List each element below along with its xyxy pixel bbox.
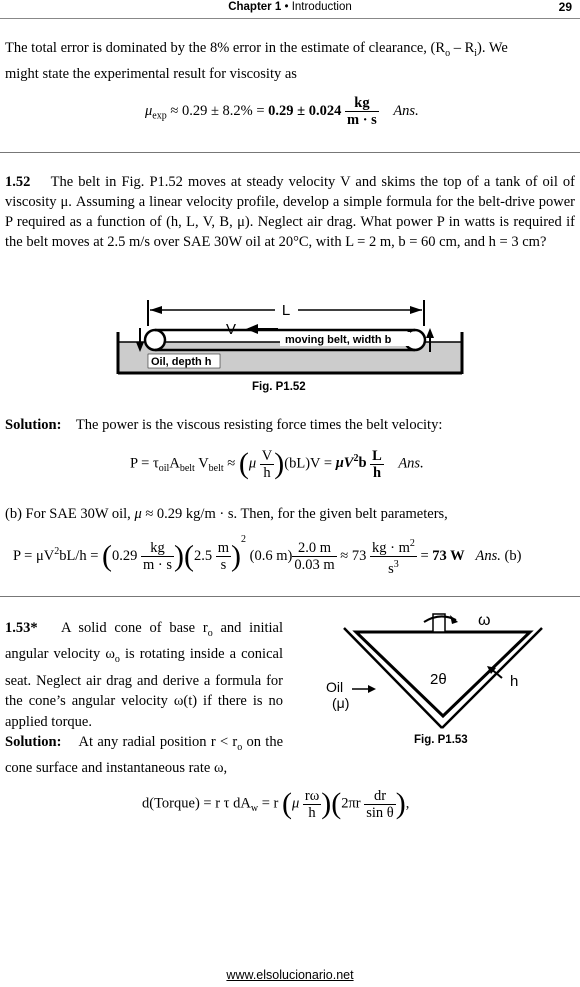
equation-power: $P = \tau_{oil}A_{belt}$ $V_{belt} \approx (\mu$ $\frac{V}{h}$ )$(bL)V = \mu V^2b$ $\frac{L}{h}$ Ans. (130, 447, 424, 481)
eq2-lhs: P = τ (130, 455, 159, 472)
f3-num: 2.0 m (292, 540, 336, 557)
f4-den: s (388, 561, 394, 577)
oil-depth-label: Oil, depth h (151, 356, 212, 368)
sub-o: o (207, 627, 213, 639)
footer-link[interactable]: www.elsolucionario.net (226, 968, 354, 982)
belt-diagram (110, 298, 470, 378)
header-bullet: • (284, 1, 289, 13)
figure-p1-52 (110, 298, 470, 378)
divider (0, 152, 580, 153)
figure-caption-p1-52: Fig. P1.52 (252, 381, 306, 393)
intro-text-2: might state the experimental result for viscosity as (5, 65, 297, 82)
sub-belt-2: belt (208, 463, 224, 475)
eq3-lhs: P = μV (13, 548, 55, 564)
eq2-fraction-2 (370, 448, 384, 481)
partb-a: (b) For SAE 30W oil, (5, 506, 135, 522)
sub-oil: oil (158, 463, 170, 475)
frac-num-2: L (372, 447, 382, 464)
eq3-f2 (216, 540, 231, 573)
mu-label: (μ) (332, 695, 350, 711)
eq3-f4 (370, 536, 417, 577)
eq2-b: b (358, 455, 367, 472)
ans-label: Ans. (398, 455, 424, 472)
oil-label: Oil (326, 679, 344, 695)
eq4-eq: = r (258, 795, 279, 812)
problem-number: 1.53* (5, 620, 38, 636)
f3-den: 0.03 m (294, 557, 335, 574)
f4-num: kg · m (371, 540, 410, 557)
eq2-fraction (260, 448, 274, 481)
solution-text-2: on the cone surface and instantaneous rate ω, (5, 734, 284, 776)
belt-label: moving belt, width b (285, 334, 392, 346)
mu-symbol: μ (145, 102, 153, 119)
equation-power-numeric: $P = \mu V^2bL/h = (0.29$ $\frac{kg}{m \cdot s}$ )(2.5 $\frac{m}{s}$ )$^2$ (0.6 m) $\frac{2.0 m}{0.03 m}$ ≈ 73 $\frac{kg \cdot m^2}{s^3}$ = 73 W Ans. (b) (13, 534, 522, 577)
eq3-c3: (0.6 m) (249, 548, 293, 564)
eq4-f2 (364, 788, 396, 821)
problem-text-2: and initial angular velocity ω (5, 620, 284, 663)
divider-2 (0, 596, 580, 597)
eq4-lhs: d(Torque) = r τ dA (142, 795, 251, 812)
solution-text: At any radial position r < r (78, 734, 238, 750)
ans-label: Ans. (393, 102, 419, 119)
page-number: 29 (558, 0, 572, 14)
f2-den: sin θ (366, 804, 394, 821)
eq2-A: A (169, 455, 180, 472)
solution-label: Solution: (5, 734, 62, 750)
sub-w: w (250, 803, 259, 815)
eq3-approx: ≈ 73 (340, 548, 367, 564)
problem-number: 1.52 (5, 174, 31, 190)
eq4-tail: , (405, 795, 410, 812)
eq2-V: V (194, 455, 209, 472)
approx-sign: ≈ (227, 455, 236, 472)
eq1-result: 0.29 ± 0.024 (268, 102, 342, 119)
omega-label: ω (478, 612, 491, 629)
sub-o: o (445, 47, 451, 59)
f4-den-sup: 3 (393, 559, 399, 571)
sub-o-2: o (114, 654, 120, 666)
eq3-lhs2: bL/h = (59, 548, 99, 564)
solution-text: The power is the viscous resisting force times the belt velocity: (75, 417, 443, 433)
eq3-eq: = (420, 548, 429, 564)
equation-viscosity (145, 95, 419, 128)
eq3-f3 (292, 540, 336, 573)
eq3-c1: 0.29 (112, 548, 138, 564)
frac-den-2: h (372, 464, 382, 481)
ans-tag: (b) (504, 548, 522, 564)
f2-den: s (220, 557, 227, 574)
frac-num: V (261, 447, 273, 464)
mu-symbol: μ (248, 455, 257, 472)
problem-1-53 (5, 618, 283, 732)
part-b-text (5, 504, 575, 524)
f2-num: m (217, 540, 230, 557)
partb-b: ≈ 0.29 kg/m · s. Then, for the given belt parameters, (141, 506, 448, 522)
sup-sq: 2 (241, 534, 247, 545)
problem-text: A solid cone of base r (60, 620, 208, 636)
frac-den: h (263, 464, 271, 481)
sub-belt: belt (179, 463, 195, 475)
sub-exp: exp (152, 110, 167, 122)
eq1-body: ≈ 0.29 ± 8.2% = (170, 102, 269, 119)
f2-num: dr (364, 788, 396, 805)
intro-end: ). We (477, 40, 508, 56)
unit-num: kg (345, 95, 379, 112)
eq2-mid: (bL)V = (284, 455, 336, 472)
solution-1-52 (5, 415, 575, 435)
unit-den: m · s (347, 112, 377, 128)
running-head (0, 1, 580, 13)
problem-text: The belt in Fig. P1.52 moves at steady velocity V and skims the top of a tank of oil of viscosity μ. Assuming a linear velocity profile, develop a simple formula for the belt-drive power P required as a function of (h, L, V, B, μ). Neglect air drag. What power P in watts is required if the belt moves at 2.5 m/s over SAE 30W oil at 20°C, with L = 2 m, b = 60 cm, and h = 3 cm? (5, 174, 575, 250)
two-theta-label: 2θ (430, 671, 447, 688)
sub-o: o (237, 741, 243, 753)
f1-den: h (308, 804, 316, 821)
section-label: Introduction (291, 1, 352, 13)
sup-2: 2 (353, 453, 359, 465)
L-label: L (281, 302, 291, 319)
eq4-2pir: 2πr (341, 795, 361, 812)
mu-symbol: μ (291, 795, 300, 812)
h-label: h (510, 673, 519, 690)
figure-caption-p1-53: Fig. P1.53 (414, 734, 468, 746)
problem-1-52 (5, 172, 575, 252)
figure-p1-53 (326, 610, 560, 730)
eq3-result: 73 W (432, 548, 465, 564)
eq4-f1 (303, 788, 321, 821)
problem-text-3: is rotating inside a conical seat. Neglect air drag and derive a formula for the cone’s angular velocity ω(t) if there is no applied torque. (5, 646, 283, 730)
f1-num: kg (141, 540, 174, 557)
sup-2: 2 (54, 546, 60, 558)
f1-num: rω (304, 787, 320, 804)
eq3-c2: 2.5 (194, 548, 213, 564)
f1-den: m · s (143, 557, 173, 574)
intro-paragraph (5, 38, 575, 84)
eq2-result: μV (335, 455, 354, 472)
eq1-unit-fraction (345, 95, 379, 128)
f4-num-sup: 2 (409, 538, 415, 550)
page-header (0, 0, 580, 19)
eq3-f1 (141, 540, 174, 573)
solution-1-53 (5, 732, 283, 779)
mu-symbol: μ (134, 506, 142, 522)
intro-text: The total error is dominated by the 8% error in the estimate of clearance, (R (5, 40, 446, 56)
cone-diagram (326, 610, 560, 730)
chapter-label: Chapter 1 (228, 1, 282, 13)
equation-torque: d(Torque) = r τ $dA_w = r$ (μ $\frac{r\omega}{h}$ )(2πr $\frac{dr}{\text{sin θ}}$ ), (142, 787, 410, 821)
sub-i: i (474, 47, 478, 59)
solution-label: Solution: (5, 417, 62, 433)
V-label: V (226, 321, 237, 338)
intro-dash: – R (450, 40, 475, 56)
ans-label: Ans. (475, 548, 501, 564)
